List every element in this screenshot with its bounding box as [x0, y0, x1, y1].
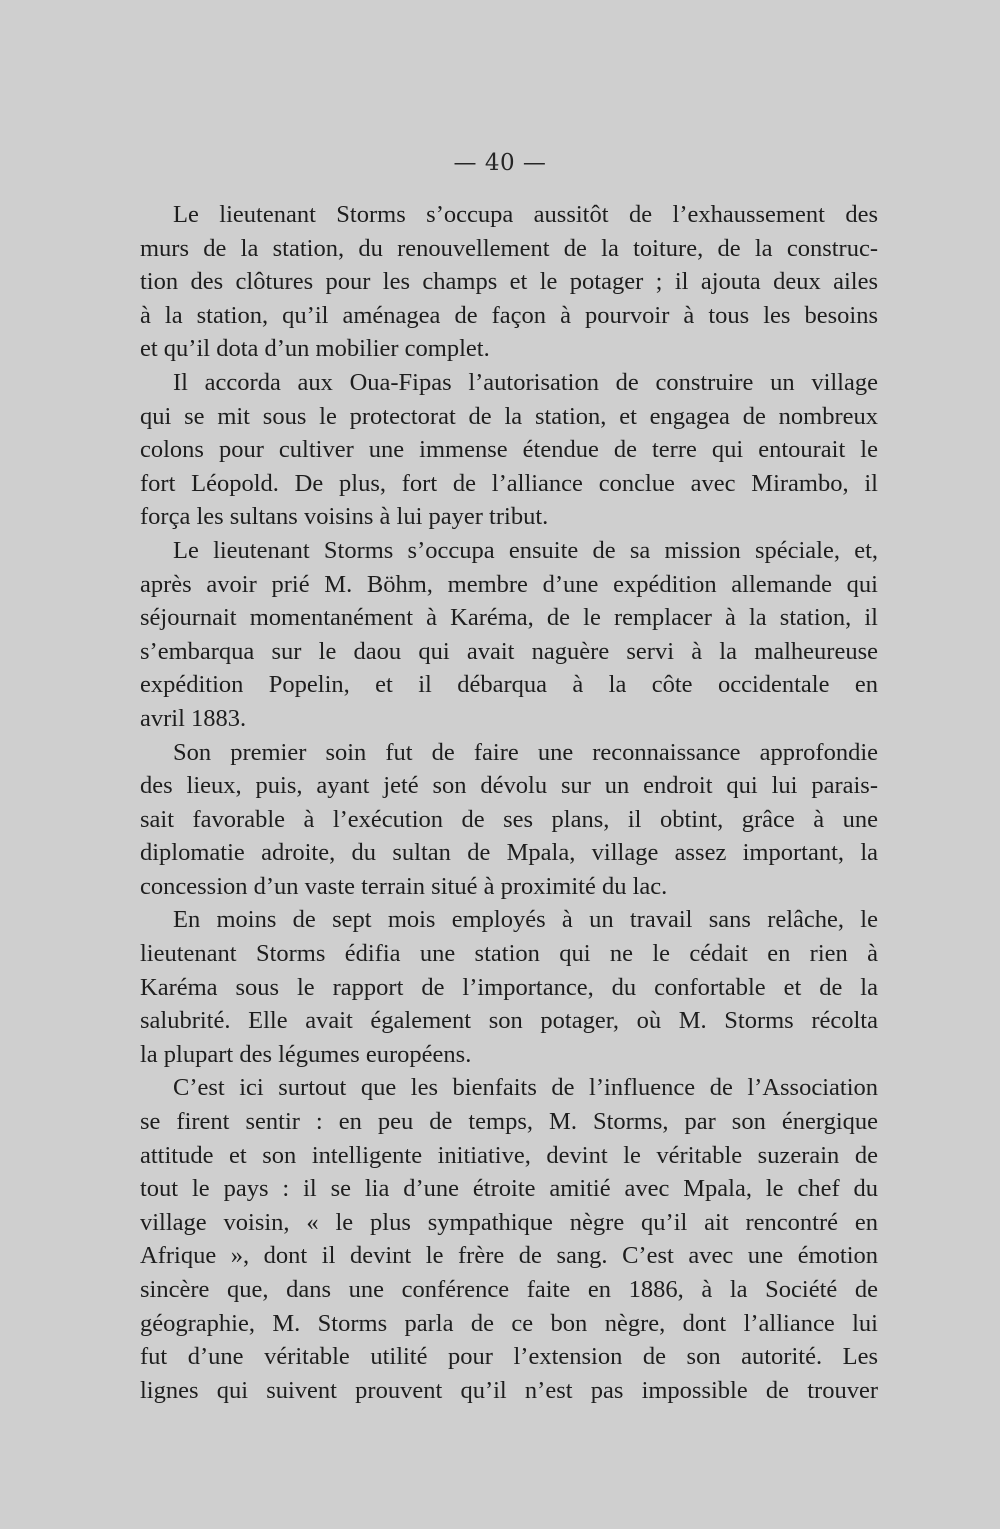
text-line: colons pour cultiver une immense étendue de terre qui entourait le — [140, 436, 878, 464]
body-text — [140, 198, 878, 1407]
text-line: géographie, M. Storms parla de ce bon nègre, dont l’alliance lui — [140, 1309, 878, 1337]
text-line: Afrique », dont il devint le frère de sang. C’est avec une émotion — [140, 1242, 878, 1270]
text-line: qui se mit sous le protectorat de la station, et engagea de nombreux — [140, 402, 878, 430]
text-line: Le lieutenant Storms s’occupa aussitôt de l’exhaussement des — [173, 201, 878, 228]
text-line: murs de la station, du renouvellement de la toiture, de la construc- — [140, 234, 878, 262]
text-line: village voisin, « le plus sympathique nègre qu’il ait rencontré en — [140, 1208, 878, 1236]
text-line: après avoir prié M. Böhm, membre d’une expédition allemande qui — [140, 570, 878, 598]
text-line: avril 1883. — [140, 704, 247, 732]
text-line: se firent sentir : en peu de temps, M. Storms, par son énergique — [140, 1108, 878, 1136]
text-line: tout le pays : il se lia d’une étroite amitié avec Mpala, le chef du — [140, 1175, 878, 1203]
text-line: expédition Popelin, et il débarqua à la côte occidentale en — [140, 671, 878, 699]
page-number: — 40 — — [453, 150, 547, 176]
text-line: concession d’un vaste terrain situé à proximité du lac. — [140, 872, 668, 900]
text-line: tion des clôtures pour les champs et le potager ; il ajouta deux ailes — [140, 268, 878, 296]
text-line: sait favorable à l’exécution de ses plans, il obtint, grâce à une — [140, 805, 878, 833]
text-line: força les sultans voisins à lui payer tribut. — [140, 503, 549, 531]
text-line: En moins de sept mois employés à un travail sans relâche, le — [173, 906, 878, 934]
paragraph-2 — [140, 366, 878, 534]
text-line: C’est ici surtout que les bienfaits de l’influence de l’Association — [173, 1074, 878, 1102]
text-line: et qu’il dota d’un mobilier complet. — [140, 335, 490, 363]
text-line: salubrité. Elle avait également son potager, où M. Storms récolta — [140, 1007, 878, 1035]
text-line: attitude et son intelligente initiative, devint le véritable suzerain de — [140, 1141, 878, 1169]
text-line: lignes qui suivent prouvent qu’il n’est pas impossible de trouver — [140, 1376, 878, 1404]
paragraph-5 — [140, 903, 878, 1071]
text-line: Karéma sous le rapport de l’importance, du confortable et de la — [140, 973, 878, 1001]
text-line: la plupart des légumes européens. — [140, 1040, 472, 1068]
paragraph-6 — [140, 1071, 878, 1407]
text-line: fut d’une véritable utilité pour l’extension de son autorité. Les — [140, 1343, 878, 1371]
text-line: séjournait momentanément à Karéma, de le remplacer à la station, il — [140, 604, 878, 632]
text-line: sincère que, dans une conférence faite en 1886, à la Société de — [140, 1276, 878, 1303]
text-line: Il accorda aux Oua-Fipas l’autorisation de construire un village — [173, 368, 878, 396]
text-line: lieutenant Storms édifia une station qui ne le cédait en rien à — [140, 940, 878, 968]
text-line: Son premier soin fut de faire une reconnaissance approfondie — [173, 738, 878, 766]
text-line: fort Léopold. De plus, fort de l’alliance conclue avec Mirambo, il — [140, 469, 878, 497]
paragraph-4 — [140, 736, 878, 904]
text-line: à la station, qu’il aménagea de façon à pourvoir à tous les besoins — [140, 301, 878, 329]
text-line: Le lieutenant Storms s’occupa ensuite de sa mission spéciale, et, — [173, 536, 878, 564]
text-line: s’embarqua sur le daou qui avait naguère servi à la malheureuse — [140, 637, 878, 665]
paragraph-3 — [140, 534, 878, 736]
paragraph-1 — [140, 198, 878, 366]
text-line: diplomatie adroite, du sultan de Mpala, village assez important, la — [140, 839, 878, 867]
text-line: des lieux, puis, ayant jeté son dévolu sur un endroit qui lui parais- — [140, 772, 878, 800]
